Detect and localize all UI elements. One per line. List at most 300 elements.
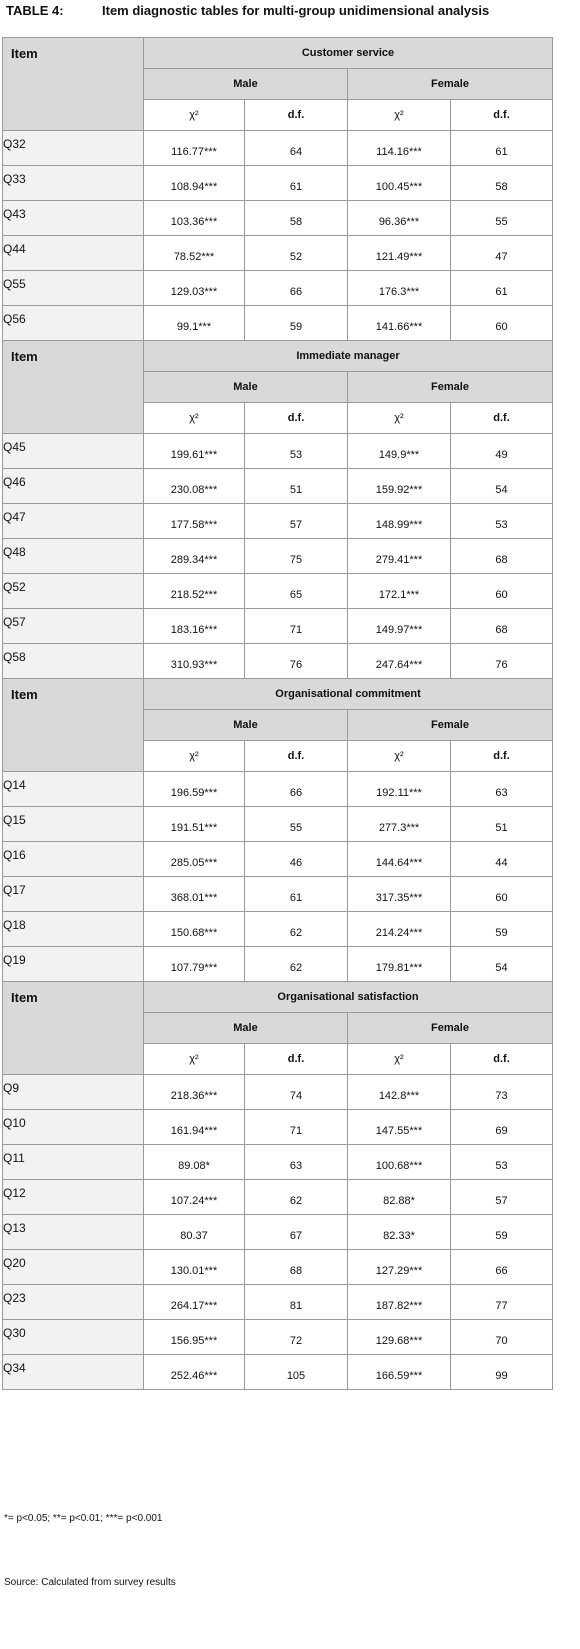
male-df-cell: [245, 877, 348, 912]
male-df-cell: [245, 609, 348, 644]
male-chi-cell: [144, 1075, 245, 1110]
item-cell: [3, 1215, 144, 1250]
male-chi-cell-text: 218.52***: [170, 589, 218, 601]
df-header: d.f.: [451, 741, 553, 772]
item-cell-text: Q13: [3, 1221, 26, 1235]
male-chi-cell-text: 89.08*: [178, 1160, 210, 1172]
female-chi-cell: [348, 201, 451, 236]
male-df-cell-text: 66: [289, 787, 303, 799]
female-chi-cell: [348, 236, 451, 271]
female-df-cell: [451, 1110, 553, 1145]
male-df-cell-text: 57: [289, 519, 303, 531]
female-df-cell-text: 55: [495, 216, 508, 228]
female-chi-cell: [348, 609, 451, 644]
male-chi-cell-text: 156.95***: [170, 1335, 218, 1347]
male-chi-cell: [144, 1180, 245, 1215]
item-cell: [3, 271, 144, 306]
item-cell-text: Q56: [3, 312, 26, 326]
female-chi-cell-text: 127.29***: [375, 1265, 423, 1277]
item-cell-text: Q20: [3, 1256, 26, 1270]
table-row: [3, 574, 553, 609]
female-df-cell: [451, 1215, 553, 1250]
male-chi-cell: [144, 807, 245, 842]
item-cell-text: Q33: [3, 172, 26, 186]
female-chi-cell: [348, 1215, 451, 1250]
item-cell-text: Q48: [3, 545, 26, 559]
male-chi-cell: [144, 877, 245, 912]
male-df-cell: [245, 807, 348, 842]
item-cell: [3, 609, 144, 644]
female-df-cell: [451, 1145, 553, 1180]
male-header: Male: [144, 372, 348, 403]
male-df-cell-text: 62: [289, 962, 303, 974]
female-df-cell: [451, 912, 553, 947]
table-row: [3, 1320, 553, 1355]
female-chi-cell: [348, 1180, 451, 1215]
item-cell: [3, 1145, 144, 1180]
table-row: [3, 1110, 553, 1145]
male-df-cell: [245, 1075, 348, 1110]
male-df-cell: [245, 504, 348, 539]
female-df-cell: [451, 201, 553, 236]
male-chi-cell: [144, 1215, 245, 1250]
male-chi-cell-text: 150.68***: [170, 927, 218, 939]
item-cell-text: Q19: [3, 953, 26, 967]
female-df-cell: [451, 1285, 553, 1320]
table-row: [3, 877, 553, 912]
female-chi-cell-text: 149.97***: [375, 624, 423, 636]
female-df-cell: [451, 574, 553, 609]
female-chi-cell-text: 82.88*: [383, 1195, 415, 1207]
female-df-cell-text: 53: [495, 1160, 508, 1172]
male-df-cell: [245, 947, 348, 982]
item-cell: [3, 539, 144, 574]
table-row: [3, 644, 553, 679]
male-df-cell-text: 61: [289, 181, 303, 193]
female-chi-cell-text: 100.45***: [375, 181, 423, 193]
item-cell-text: Q23: [3, 1291, 26, 1305]
chi-square-header: χ²: [144, 741, 245, 772]
table-row: [3, 504, 553, 539]
item-cell: [3, 1180, 144, 1215]
female-df-cell: [451, 166, 553, 201]
female-chi-cell: [348, 1110, 451, 1145]
item-cell: [3, 644, 144, 679]
section-title: Organisational satisfaction: [144, 982, 553, 1013]
male-chi-cell: [144, 1145, 245, 1180]
female-chi-cell: [348, 306, 451, 341]
item-cell-text: Q44: [3, 242, 26, 256]
male-chi-cell-text: 252.46***: [170, 1370, 218, 1382]
item-cell: [3, 131, 144, 166]
female-df-cell-text: 59: [495, 1230, 508, 1242]
female-df-cell-text: 77: [495, 1300, 508, 1312]
female-chi-cell-text: 144.64***: [375, 857, 423, 869]
male-df-cell-text: 71: [289, 624, 303, 636]
section-header-row: [3, 679, 553, 710]
female-chi-cell-text: 214.24***: [375, 927, 423, 939]
table-number: TABLE 4:: [6, 3, 64, 18]
female-df-cell-text: 58: [495, 181, 508, 193]
male-chi-cell-text: 107.24***: [170, 1195, 218, 1207]
male-chi-cell-text: 191.51***: [170, 822, 218, 834]
female-df-cell: [451, 772, 553, 807]
male-df-cell-text: 55: [289, 822, 303, 834]
female-df-cell: [451, 877, 553, 912]
female-chi-cell-text: 172.1***: [378, 589, 420, 601]
item-cell: [3, 1250, 144, 1285]
male-chi-cell-text: 130.01***: [170, 1265, 218, 1277]
female-chi-cell: [348, 877, 451, 912]
item-cell-text: Q17: [3, 883, 26, 897]
male-chi-cell: [144, 1250, 245, 1285]
item-cell: [3, 772, 144, 807]
chi-square-header: χ²: [144, 100, 245, 131]
table-row: [3, 772, 553, 807]
female-df-cell-text: 60: [495, 892, 508, 904]
male-chi-cell-text: 264.17***: [170, 1300, 218, 1312]
male-df-cell-text: 51: [289, 484, 303, 496]
table-row: [3, 807, 553, 842]
item-cell: [3, 1285, 144, 1320]
female-chi-cell: [348, 1285, 451, 1320]
female-chi-cell-text: 129.68***: [375, 1335, 423, 1347]
item-cell-text: Q30: [3, 1326, 26, 1340]
female-df-cell: [451, 609, 553, 644]
male-chi-cell-text: 196.59***: [170, 787, 218, 799]
table-row: [3, 166, 553, 201]
male-df-cell: [245, 469, 348, 504]
item-cell-text: Q34: [3, 1361, 26, 1375]
item-cell-text: Q14: [3, 778, 26, 792]
male-df-cell: [245, 1180, 348, 1215]
item-cell: [3, 877, 144, 912]
male-chi-cell: [144, 947, 245, 982]
female-df-cell-text: 60: [495, 589, 508, 601]
item-cell: [3, 1110, 144, 1145]
male-df-cell-text: 52: [289, 251, 303, 263]
male-df-cell-text: 46: [289, 857, 303, 869]
female-df-cell-text: 61: [495, 286, 508, 298]
female-df-cell: [451, 306, 553, 341]
female-df-cell-text: 70: [495, 1335, 508, 1347]
female-chi-cell-text: 317.35***: [375, 892, 423, 904]
item-cell: [3, 912, 144, 947]
female-df-cell: [451, 842, 553, 877]
male-df-cell: [245, 306, 348, 341]
male-df-cell: [245, 1320, 348, 1355]
item-cell-text: Q10: [3, 1116, 26, 1130]
female-df-cell-text: 54: [495, 962, 508, 974]
male-chi-cell: [144, 469, 245, 504]
table-row: [3, 1285, 553, 1320]
male-header: Male: [144, 1013, 348, 1044]
section-title: Customer service: [144, 38, 553, 69]
female-chi-cell-text: 279.41***: [375, 554, 423, 566]
chi-square-header: χ²: [348, 741, 451, 772]
item-cell-text: Q32: [3, 137, 26, 151]
male-df-cell-text: 64: [289, 146, 303, 158]
male-chi-cell: [144, 1355, 245, 1390]
male-chi-cell-text: 107.79***: [170, 962, 218, 974]
male-chi-cell: [144, 1320, 245, 1355]
item-cell-text: Q46: [3, 475, 26, 489]
male-chi-cell: [144, 609, 245, 644]
female-df-cell-text: 57: [495, 1195, 508, 1207]
male-df-cell-text: 81: [289, 1300, 303, 1312]
female-chi-cell: [348, 1250, 451, 1285]
male-chi-cell-text: 177.58***: [170, 519, 218, 531]
male-df-cell-text: 62: [289, 1195, 303, 1207]
item-header: Item: [3, 679, 144, 772]
female-df-cell: [451, 504, 553, 539]
female-chi-cell-text: 159.92***: [375, 484, 423, 496]
male-df-cell-text: 75: [289, 554, 303, 566]
male-df-cell-text: 58: [289, 216, 303, 228]
male-df-cell: [245, 644, 348, 679]
item-cell-text: Q45: [3, 440, 26, 454]
female-df-cell: [451, 271, 553, 306]
female-chi-cell-text: 176.3***: [378, 286, 420, 298]
male-df-cell-text: 62: [289, 927, 303, 939]
item-cell-text: Q47: [3, 510, 26, 524]
table-row: [3, 1075, 553, 1110]
table-row: [3, 1250, 553, 1285]
female-df-cell-text: 49: [495, 449, 508, 461]
female-chi-cell-text: 148.99***: [375, 519, 423, 531]
chi-square-header: χ²: [144, 1044, 245, 1075]
df-header: d.f.: [451, 100, 553, 131]
male-df-cell: [245, 1355, 348, 1390]
male-chi-cell: [144, 434, 245, 469]
table-row: [3, 469, 553, 504]
section-header-row: [3, 341, 553, 372]
female-chi-cell: [348, 131, 451, 166]
item-cell-text: Q52: [3, 580, 26, 594]
female-chi-cell-text: 121.49***: [375, 251, 423, 263]
table-row: [3, 842, 553, 877]
female-df-cell-text: 76: [495, 659, 508, 671]
male-df-cell: [245, 166, 348, 201]
df-header: d.f.: [451, 403, 553, 434]
male-chi-cell-text: 78.52***: [173, 251, 215, 263]
female-df-cell-text: 99: [495, 1370, 508, 1382]
male-chi-cell-text: 99.1***: [176, 321, 212, 333]
male-chi-cell: [144, 166, 245, 201]
chi-square-header: χ²: [144, 403, 245, 434]
female-chi-cell: [348, 434, 451, 469]
female-chi-cell-text: 187.82***: [375, 1300, 423, 1312]
item-cell: [3, 1320, 144, 1355]
df-header: d.f.: [245, 403, 348, 434]
male-df-cell-text: 65: [289, 589, 303, 601]
female-df-cell-text: 59: [495, 927, 508, 939]
male-chi-cell-text: 116.77***: [171, 146, 217, 158]
male-df-cell-text: 66: [289, 286, 303, 298]
male-chi-cell: [144, 1285, 245, 1320]
female-chi-cell: [348, 807, 451, 842]
df-header: d.f.: [245, 100, 348, 131]
table-row: [3, 1145, 553, 1180]
female-chi-cell: [348, 1320, 451, 1355]
male-chi-cell: [144, 504, 245, 539]
female-chi-cell: [348, 947, 451, 982]
male-chi-cell: [144, 201, 245, 236]
female-chi-cell: [348, 912, 451, 947]
female-chi-cell-text: 192.11***: [376, 787, 422, 799]
chi-square-header: χ²: [348, 100, 451, 131]
male-chi-cell-text: 108.94***: [170, 181, 218, 193]
male-chi-cell-text: 310.93***: [170, 659, 218, 671]
item-cell-text: Q11: [3, 1151, 25, 1165]
item-cell: [3, 574, 144, 609]
female-df-cell-text: 66: [495, 1265, 508, 1277]
female-df-cell: [451, 644, 553, 679]
male-df-cell: [245, 772, 348, 807]
male-df-cell: [245, 1285, 348, 1320]
female-df-cell: [451, 1355, 553, 1390]
male-df-cell: [245, 131, 348, 166]
female-header: Female: [348, 710, 553, 741]
item-cell: [3, 201, 144, 236]
item-cell: [3, 306, 144, 341]
male-df-cell: [245, 842, 348, 877]
male-df-cell-text: 76: [289, 659, 303, 671]
female-df-cell: [451, 236, 553, 271]
male-header: Male: [144, 710, 348, 741]
table-row: [3, 201, 553, 236]
female-df-cell-text: 63: [495, 787, 508, 799]
item-header: Item: [3, 38, 144, 131]
female-df-cell: [451, 807, 553, 842]
item-cell-text: Q57: [3, 615, 26, 629]
table-row: [3, 1355, 553, 1390]
female-df-cell-text: 69: [495, 1125, 508, 1137]
table-row: [3, 306, 553, 341]
male-df-cell-text: 71: [289, 1125, 303, 1137]
item-cell-text: Q58: [3, 650, 26, 664]
female-df-cell: [451, 1075, 553, 1110]
female-chi-cell-text: 149.9***: [378, 449, 420, 461]
female-chi-cell: [348, 1145, 451, 1180]
female-df-cell-text: 61: [495, 146, 508, 158]
item-cell: [3, 1075, 144, 1110]
female-chi-cell: [348, 1355, 451, 1390]
male-chi-cell: [144, 1110, 245, 1145]
female-df-cell-text: 53: [495, 519, 508, 531]
female-chi-cell: [348, 469, 451, 504]
female-chi-cell: [348, 539, 451, 574]
item-header: Item: [3, 982, 144, 1075]
female-chi-cell-text: 247.64***: [375, 659, 423, 671]
male-df-cell-text: 61: [289, 892, 303, 904]
male-chi-cell: [144, 912, 245, 947]
male-chi-cell-text: 199.61***: [170, 449, 218, 461]
item-cell-text: Q12: [3, 1186, 26, 1200]
male-chi-cell-text: 183.16***: [170, 624, 218, 636]
table-row: [3, 539, 553, 574]
female-chi-cell-text: 142.8***: [378, 1090, 420, 1102]
male-chi-cell: [144, 842, 245, 877]
section-title: Immediate manager: [144, 341, 553, 372]
df-header: d.f.: [245, 741, 348, 772]
item-cell: [3, 236, 144, 271]
male-df-cell: [245, 1110, 348, 1145]
female-chi-cell: [348, 1075, 451, 1110]
chi-square-header: χ²: [348, 1044, 451, 1075]
female-df-cell: [451, 1180, 553, 1215]
item-cell-text: Q43: [3, 207, 26, 221]
female-chi-cell: [348, 504, 451, 539]
item-cell-text: Q55: [3, 277, 26, 291]
male-chi-cell: [144, 271, 245, 306]
table-row: [3, 947, 553, 982]
table-title: [6, 3, 489, 18]
female-header: Female: [348, 372, 553, 403]
male-chi-cell: [144, 539, 245, 574]
female-chi-cell-text: 179.81***: [375, 962, 423, 974]
male-df-cell: [245, 574, 348, 609]
male-df-cell-text: 105: [286, 1370, 306, 1382]
female-chi-cell-text: 82.33*: [383, 1230, 415, 1242]
female-df-cell-text: 68: [495, 554, 508, 566]
female-df-cell-text: 73: [495, 1090, 508, 1102]
male-df-cell-text: 67: [289, 1230, 303, 1242]
female-df-cell: [451, 1320, 553, 1355]
female-df-cell: [451, 1250, 553, 1285]
male-df-cell: [245, 1145, 348, 1180]
male-df-cell: [245, 539, 348, 574]
source-note: Source: Calculated from survey results: [4, 1577, 176, 1588]
item-cell: [3, 166, 144, 201]
male-df-cell: [245, 271, 348, 306]
diagnostic-table: [2, 37, 553, 1390]
male-chi-cell-text: 103.36***: [170, 216, 218, 228]
item-cell: [3, 434, 144, 469]
table-caption: Item diagnostic tables for multi-group unidimensional analysis: [102, 3, 490, 18]
table-row: [3, 236, 553, 271]
male-df-cell: [245, 912, 348, 947]
male-chi-cell-text: 80.37: [180, 1230, 208, 1242]
male-df-cell-text: 68: [289, 1265, 303, 1277]
item-cell-text: Q18: [3, 918, 26, 932]
female-df-cell: [451, 434, 553, 469]
female-chi-cell: [348, 574, 451, 609]
item-cell-text: Q16: [3, 848, 26, 862]
female-header: Female: [348, 1013, 553, 1044]
male-header: Male: [144, 69, 348, 100]
item-cell: [3, 947, 144, 982]
female-chi-cell-text: 114.16***: [376, 146, 422, 158]
male-chi-cell-text: 218.36***: [170, 1090, 218, 1102]
female-chi-cell-text: 100.68***: [375, 1160, 423, 1172]
female-chi-cell: [348, 271, 451, 306]
female-chi-cell: [348, 166, 451, 201]
chi-square-header: χ²: [348, 403, 451, 434]
df-header: d.f.: [245, 1044, 348, 1075]
female-df-cell-text: 68: [495, 624, 508, 636]
footnote: *= p<0.05; **= p<0.01; ***= p<0.001: [4, 1513, 163, 1524]
male-df-cell: [245, 1215, 348, 1250]
table-row: [3, 434, 553, 469]
item-cell: [3, 807, 144, 842]
female-chi-cell-text: 166.59***: [375, 1370, 423, 1382]
male-df-cell-text: 53: [289, 449, 303, 461]
male-chi-cell-text: 129.03***: [170, 286, 218, 298]
male-chi-cell: [144, 236, 245, 271]
item-cell-text: Q15: [3, 813, 26, 827]
male-chi-cell: [144, 644, 245, 679]
